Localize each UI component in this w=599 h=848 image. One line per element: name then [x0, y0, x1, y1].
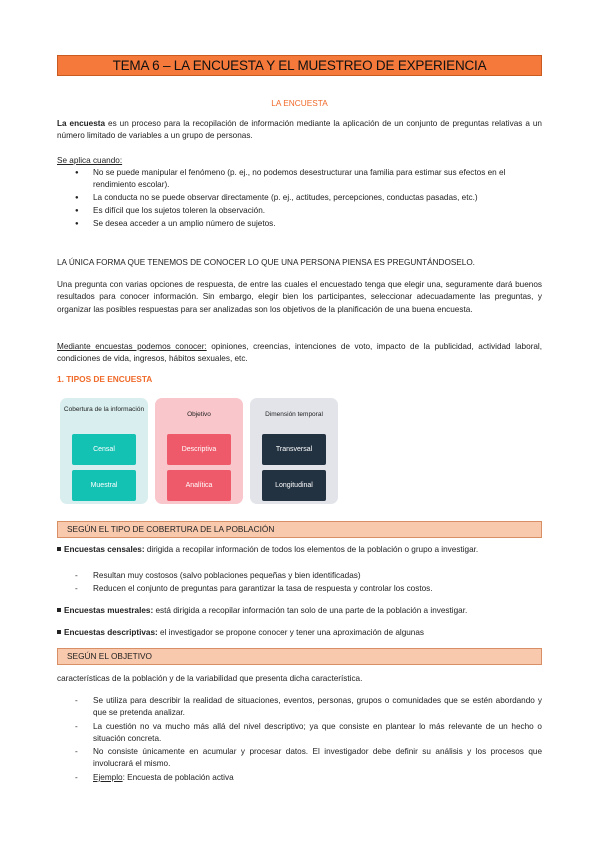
census-text: dirigida a recopilar información de todos los elementos de la población o grupo a investigar. — [144, 545, 479, 554]
diagram-box-muestral: Muestral — [72, 470, 136, 501]
list-item: - Resultan muy costosos (salvo poblaciones pequeñas y bien identificadas) — [75, 570, 542, 582]
list-item: - Reducen el conjunto de preguntas para garantizar la tasa de respuesta y controlar los costos. — [75, 583, 542, 595]
list-item: ● La conducta no se puede observar directamente (p. ej., actitudes, percepciones, conductas pasadas, etc.) — [75, 192, 542, 204]
objective-continuation: características de la población y de la variabilidad que presenta dicha característica. — [57, 674, 363, 683]
list-item: ● No se puede manipular el fenómeno (p. ej., no podemos desestructurar una familia para estimar sus efectos en el rendimiento escolar). — [75, 167, 542, 192]
intro-paragraph — [57, 118, 542, 143]
sample-term: Encuestas muestrales: — [64, 606, 154, 615]
diagram-column-objective — [155, 398, 243, 504]
paragraph-3-label: Mediante encuestas podemos conocer: — [57, 342, 207, 351]
list-item: - No consiste únicamente en acumular y procesar datos. El investigador debe definir su análisis y los procesos que involucrará el mismo. — [75, 746, 542, 771]
descriptive-text: el investigador se propone conocer y tener una aproximación de algunas — [157, 628, 425, 637]
square-bullet-icon — [57, 608, 61, 612]
descriptive-term: Encuestas descriptivas: — [64, 628, 158, 637]
intro-term: La encuesta — [57, 119, 106, 128]
descriptive-paragraph — [57, 627, 542, 639]
diagram-column-title: Dimensión temporal — [265, 411, 323, 418]
square-bullet-icon — [57, 630, 61, 634]
paragraph-3 — [57, 341, 542, 366]
diagram-column-coverage — [60, 398, 148, 504]
square-bullet-icon — [57, 547, 61, 551]
paragraph-3-text: opiniones, creencias, intenciones de voto, impacto de la publicidad, actividad laboral, condiciones de vida, ingresos, hábitos sexuales, etc. — [57, 342, 542, 364]
diagram-column-temporal — [250, 398, 338, 504]
section-bar-objective: SEGÚN EL OBJETIVO — [57, 648, 542, 665]
intro-text: es un proceso para la recopilación de información mediante la aplicación de un conjunto de preguntas relativas a un número limitado de variables a un grupo de personas. — [57, 119, 542, 141]
types-heading: 1. TIPOS DE ENCUESTA — [57, 374, 153, 384]
section-heading-encuesta: LA ENCUESTA — [271, 98, 328, 108]
diagram-box-censal: Censal — [72, 434, 136, 465]
applies-label-text: Se aplica cuando: — [57, 156, 123, 165]
diagram-box-analitica: Analítica — [167, 470, 231, 501]
example-label: Ejemplo — [93, 772, 123, 782]
objective-list — [75, 695, 542, 785]
census-list — [75, 570, 542, 597]
list-item — [75, 772, 542, 784]
applies-list — [75, 167, 542, 230]
statement: LA ÚNICA FORMA QUE TENEMOS DE CONOCER LO QUE UNA PERSONA PIENSA ES PREGUNTÁNDOSELO. — [57, 258, 475, 267]
section-bar-coverage: SEGÚN EL TIPO DE COBERTURA DE LA POBLACIÓN — [57, 521, 542, 538]
sample-text: está dirigida a recopilar información tan solo de una parte de la población a investigar. — [153, 606, 468, 615]
survey-types-diagram — [57, 394, 342, 507]
diagram-box-descriptiva: Descriptiva — [167, 434, 231, 465]
diagram-column-title: Objetivo — [187, 411, 211, 418]
diagram-column-title: Cobertura de la información — [63, 406, 145, 413]
list-item: - La cuestión no va mucho más allá del nivel descriptivo; ya que consiste en plantear lo más relevante de un hecho o situación concreta. — [75, 721, 542, 746]
example-text: : Encuesta de población activa — [122, 772, 234, 782]
sample-paragraph — [57, 605, 542, 617]
census-paragraph — [57, 544, 542, 556]
list-item: - Se utiliza para describir la realidad de situaciones, eventos, personas, grupos o comunidades que se estén abordando y que se pretenda analizar. — [75, 695, 542, 720]
applies-label — [57, 155, 542, 167]
list-item: ● Se desea acceder a un amplio número de sujetos. — [75, 218, 542, 230]
page-title: TEMA 6 – LA ENCUESTA Y EL MUESTREO DE EXPERIENCIA — [57, 55, 542, 76]
census-term: Encuestas censales: — [64, 545, 145, 554]
diagram-box-longitudinal: Longitudinal — [262, 470, 326, 501]
paragraph-2: Una pregunta con varias opciones de respuesta, de entre las cuales el encuestado tenga que elegir una, seguramente dará buenos resultados para conocer información. Sin embargo, elegir bien los participantes, seleccionar adecuadamente las preguntas, y organizar las posibles respuestas para ser analizadas son los objetivos de la planificación de una buena encuesta. — [57, 280, 542, 314]
diagram-box-transversal: Transversal — [262, 434, 326, 465]
list-item: ● Es difícil que los sujetos toleren la observación. — [75, 205, 542, 217]
